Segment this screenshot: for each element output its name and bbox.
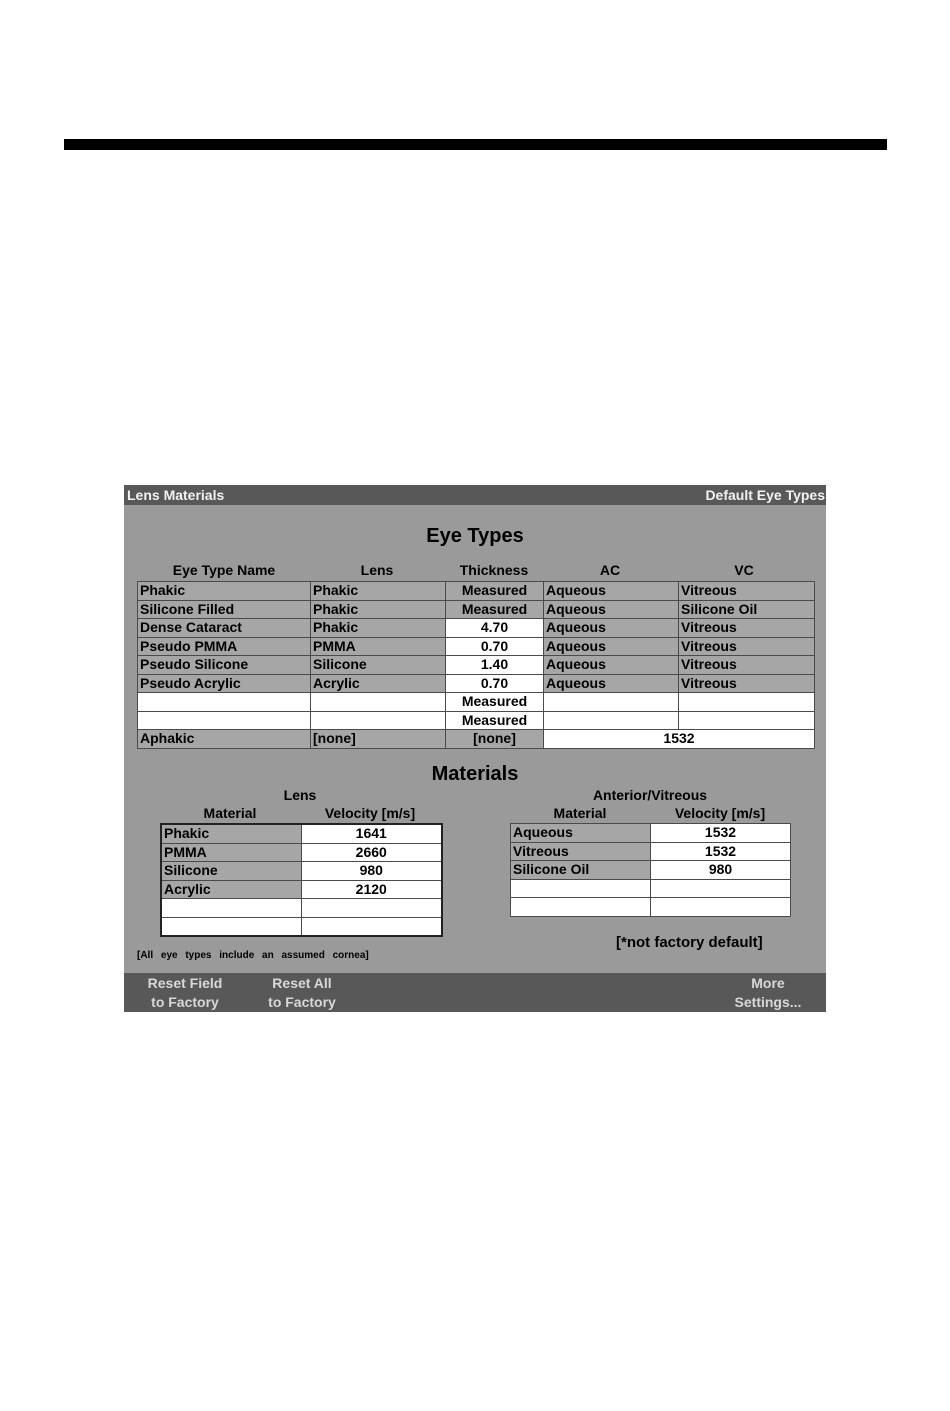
- lens-material-row[interactable]: [161, 843, 442, 862]
- lens-material-velocity-cell[interactable]: 2120: [301, 880, 442, 899]
- reset-all-label-2: to Factory: [268, 993, 336, 1010]
- eye-type-cell-thickness[interactable]: Measured: [446, 582, 544, 601]
- av-material-velocity-cell[interactable]: 1532: [651, 842, 791, 861]
- av-material-material-cell[interactable]: Aqueous: [511, 824, 651, 843]
- col-header-vc: VC: [734, 562, 754, 578]
- lens-material-row[interactable]: [161, 880, 442, 899]
- eye-type-cell-ac[interactable]: [544, 711, 679, 730]
- av-material-material-cell[interactable]: Vitreous: [511, 842, 651, 861]
- eye-type-cell-lens[interactable]: Acrylic: [311, 674, 446, 693]
- av-material-velocity-cell[interactable]: [651, 879, 791, 898]
- av-group-header: Anterior/Vitreous: [592, 787, 708, 803]
- lens-material-row[interactable]: [161, 862, 442, 881]
- lens-material-velocity-cell[interactable]: 2660: [301, 843, 442, 862]
- eye-type-cell-vc[interactable]: [679, 693, 815, 712]
- eye-type-cell-vc[interactable]: Vitreous: [679, 674, 815, 693]
- eye-type-cell-ac[interactable]: Aqueous: [544, 656, 679, 675]
- lens-material-row[interactable]: [161, 917, 442, 936]
- eye-type-cell-vc[interactable]: Vitreous: [679, 656, 815, 675]
- eye-type-row[interactable]: [138, 674, 815, 693]
- eye-type-cell-thickness[interactable]: Measured: [446, 600, 544, 619]
- lens-material-row[interactable]: [161, 899, 442, 918]
- eye-type-cell-ac[interactable]: Aqueous: [544, 600, 679, 619]
- page-header-rule: [64, 139, 887, 150]
- lens-velocity-header: Velocity [m/s]: [324, 805, 416, 821]
- eye-type-cell-name[interactable]: Phakic: [138, 582, 311, 601]
- col-header-thickness: Thickness: [459, 562, 529, 578]
- av-material-material-cell[interactable]: [511, 898, 651, 917]
- reset-all-button[interactable]: [252, 973, 352, 1012]
- col-header-name: Eye Type Name: [172, 562, 276, 578]
- eye-type-cell-lens[interactable]: Phakic: [311, 582, 446, 601]
- lens-group-header: Lens: [283, 787, 317, 803]
- eye-type-cell-lens[interactable]: Phakic: [311, 600, 446, 619]
- eye-type-cell-ac[interactable]: Aqueous: [544, 582, 679, 601]
- av-material-velocity-cell[interactable]: 980: [651, 861, 791, 880]
- col-header-lens: Lens: [360, 562, 394, 578]
- eye-type-cell-name[interactable]: Silicone Filled: [138, 600, 311, 619]
- av-material-row[interactable]: [511, 861, 791, 880]
- aphakic-cell-name[interactable]: Aphakic: [138, 730, 311, 749]
- av-material-velocity-cell[interactable]: [651, 898, 791, 917]
- eye-type-row[interactable]: [138, 637, 815, 656]
- av-material-row[interactable]: [511, 824, 791, 843]
- lens-material-material-cell[interactable]: Phakic: [161, 824, 301, 843]
- assumed-cornea-note: [All eye types include an assumed cornea]: [137, 950, 369, 961]
- eye-type-cell-name[interactable]: Pseudo Acrylic: [138, 674, 311, 693]
- lens-material-material-cell[interactable]: [161, 917, 301, 936]
- col-header-ac: AC: [599, 562, 621, 578]
- reset-field-label-2: to Factory: [151, 993, 219, 1010]
- av-material-velocity-cell[interactable]: 1532: [651, 824, 791, 843]
- eye-type-cell-ac[interactable]: Aqueous: [544, 619, 679, 638]
- eye-type-cell-name[interactable]: Dense Cataract: [138, 619, 311, 638]
- eye-type-cell-vc[interactable]: Vitreous: [679, 619, 815, 638]
- av-material-header: Material: [553, 805, 607, 821]
- eye-type-cell-name[interactable]: Pseudo PMMA: [138, 637, 311, 656]
- more-settings-label-2: Settings...: [734, 993, 802, 1010]
- lens-material-material-cell[interactable]: PMMA: [161, 843, 301, 862]
- eye-types-table: [137, 581, 815, 749]
- eye-type-cell-thickness[interactable]: 0.70: [446, 637, 544, 656]
- more-settings-label-1: More: [751, 974, 785, 991]
- lens-material-velocity-cell[interactable]: [301, 917, 442, 936]
- lens-material-row[interactable]: [161, 824, 442, 843]
- av-material-material-cell[interactable]: Silicone Oil: [511, 861, 651, 880]
- lens-material-material-cell[interactable]: Silicone: [161, 862, 301, 881]
- eye-type-cell-thickness[interactable]: Measured: [446, 711, 544, 730]
- eye-type-cell-name[interactable]: [138, 693, 311, 712]
- av-material-row[interactable]: [511, 879, 791, 898]
- eye-type-row[interactable]: [138, 711, 815, 730]
- anterior-vitreous-table: [510, 823, 791, 917]
- eye-type-cell-thickness[interactable]: 4.70: [446, 619, 544, 638]
- lens-material-header: Material: [203, 805, 257, 821]
- eye-type-cell-lens[interactable]: [311, 693, 446, 712]
- reset-field-button[interactable]: [132, 973, 238, 1012]
- eye-type-cell-thickness[interactable]: 0.70: [446, 674, 544, 693]
- lens-material-velocity-cell[interactable]: 980: [301, 862, 442, 881]
- eye-type-row[interactable]: [138, 600, 815, 619]
- av-material-row[interactable]: [511, 898, 791, 917]
- not-factory-default-note: [*not factory default]: [616, 934, 763, 951]
- screen-subtitle: Default Eye Types: [705, 487, 825, 503]
- reset-all-label-1: Reset All: [272, 974, 332, 991]
- eye-type-cell-lens[interactable]: Phakic: [311, 619, 446, 638]
- eye-type-cell-ac[interactable]: Aqueous: [544, 637, 679, 656]
- av-material-row[interactable]: [511, 842, 791, 861]
- eye-type-row[interactable]: [138, 656, 815, 675]
- eye-type-cell-thickness[interactable]: Measured: [446, 693, 544, 712]
- eye-type-row[interactable]: [138, 619, 815, 638]
- eye-type-row[interactable]: [138, 693, 815, 712]
- lens-materials-table: [160, 823, 443, 937]
- lens-material-material-cell[interactable]: [161, 899, 301, 918]
- eye-type-cell-lens[interactable]: Silicone: [311, 656, 446, 675]
- eye-type-cell-name[interactable]: [138, 711, 311, 730]
- eye-type-cell-ac[interactable]: Aqueous: [544, 674, 679, 693]
- lens-materials-screen: [124, 485, 826, 1012]
- eye-type-cell-thickness[interactable]: 1.40: [446, 656, 544, 675]
- reset-field-label-1: Reset Field: [147, 974, 223, 991]
- eye-type-cell-lens[interactable]: PMMA: [311, 637, 446, 656]
- eye-type-cell-vc[interactable]: Silicone Oil: [679, 600, 815, 619]
- softkey-bar: [124, 973, 826, 1012]
- eye-type-row-aphakic[interactable]: [138, 730, 815, 749]
- lens-material-velocity-cell[interactable]: 1641: [301, 824, 442, 843]
- aphakic-cell-lens[interactable]: [none]: [311, 730, 446, 749]
- materials-title: Materials: [431, 763, 519, 785]
- aphakic-cell-velocity[interactable]: 1532: [544, 730, 815, 749]
- lens-material-material-cell[interactable]: Acrylic: [161, 880, 301, 899]
- screen-title: Lens Materials: [127, 487, 225, 503]
- lens-material-velocity-cell[interactable]: [301, 899, 442, 918]
- eye-type-cell-lens[interactable]: [311, 711, 446, 730]
- eye-types-title: Eye Types: [426, 525, 524, 547]
- more-settings-button[interactable]: [720, 973, 816, 1012]
- title-bar: [124, 485, 826, 505]
- eye-type-cell-vc[interactable]: [679, 711, 815, 730]
- av-velocity-header: Velocity [m/s]: [674, 805, 766, 821]
- eye-type-cell-ac[interactable]: [544, 693, 679, 712]
- eye-type-cell-name[interactable]: Pseudo Silicone: [138, 656, 311, 675]
- aphakic-cell-thickness[interactable]: [none]: [446, 730, 544, 749]
- av-material-material-cell[interactable]: [511, 879, 651, 898]
- eye-type-cell-vc[interactable]: Vitreous: [679, 582, 815, 601]
- eye-type-cell-vc[interactable]: Vitreous: [679, 637, 815, 656]
- eye-type-row[interactable]: [138, 582, 815, 601]
